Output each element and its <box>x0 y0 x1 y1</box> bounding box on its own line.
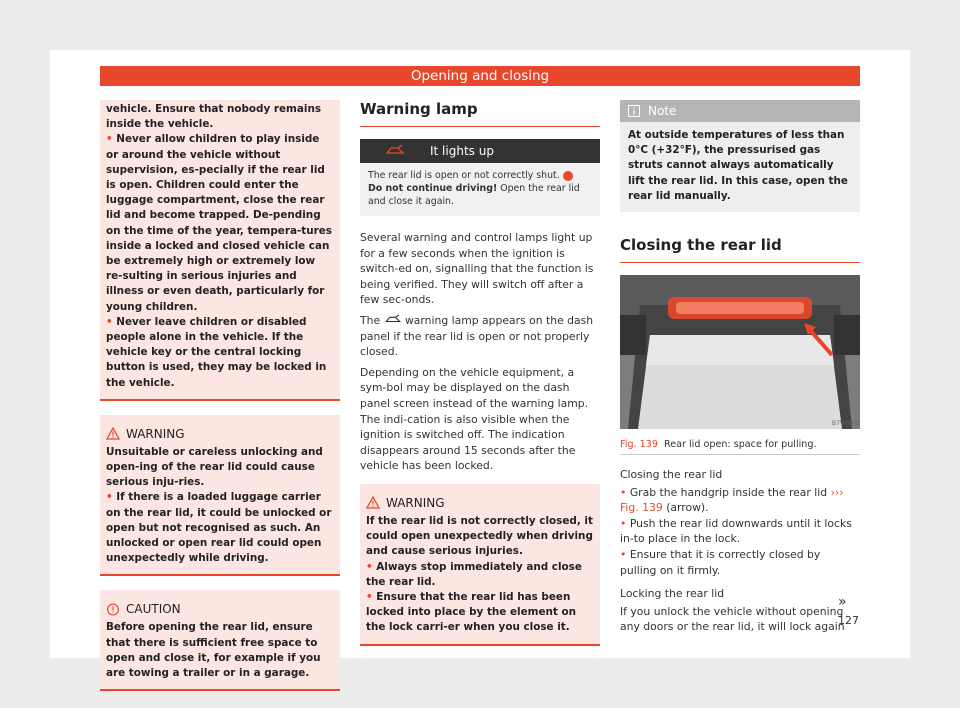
paragraph: Several warning and control lamps light up for a few seconds when the ignition is switch-ed on, signalling that the function is being verified. They will switch off after a few sec-onds. <box>360 231 594 307</box>
section-title-closing: Closing the rear lid <box>620 236 860 263</box>
lights-up-bar <box>360 139 600 163</box>
figure-caption: Fig. 139 Rear lid open: space for pulling. <box>620 439 860 455</box>
warning-text: Unsuitable or careless unlocking and open-ing of the rear lid could cause serious inju-ries. <box>106 445 323 489</box>
caution-header <box>106 596 334 620</box>
column-1 <box>100 100 340 691</box>
stop-icon <box>563 171 573 181</box>
warning-continued-box <box>100 100 340 401</box>
figure-code: B7V-0925 <box>832 420 860 428</box>
note-header <box>620 100 860 122</box>
warning-title: WARNING <box>126 426 185 441</box>
paragraph: If you unlock the vehicle without opening any doors or the rear lid, it will lock again <box>620 604 845 634</box>
lights-up-label: It lights up <box>430 144 494 158</box>
caution-circle-icon <box>106 603 120 616</box>
caution-box <box>100 590 340 691</box>
warning-title: WARNING <box>386 495 445 510</box>
rear-lid-open-icon <box>360 144 430 159</box>
warning-text: If the rear lid is not correctly closed, it could open unexpectedly when driving and cause serious injuries. <box>366 514 593 558</box>
warning-triangle-icon <box>366 496 380 509</box>
caution-text: Before opening the rear lid, ensure that there is sufficient free space to open and close it, for example if you are towing a trailer or in a garage. <box>106 621 321 680</box>
warning-header <box>106 421 334 445</box>
rear-lid-photo <box>620 275 860 429</box>
caution-title: CAUTION <box>126 602 181 617</box>
body-text <box>620 467 860 635</box>
continue-chevron: » <box>838 594 847 610</box>
paragraph: The warning lamp appears on the dash panel if the rear lid is open or not properly closed. <box>360 313 594 359</box>
list-item: • Push the rear lid downwards until it locks in-to place in the lock. <box>620 516 852 546</box>
warning-cont-text: vehicle. Ensure that nobody remains inside the vehicle. <box>106 103 322 131</box>
lights-up-box <box>360 139 600 216</box>
warning-bullet: • Always stop immediately and close the rear lid. <box>366 560 582 588</box>
rear-lid-open-icon <box>384 314 402 324</box>
chapter-header: Opening and closing <box>100 66 860 86</box>
paragraph: Depending on the vehicle equipment, a sym-bol may be displayed on the dash panel screen instead of the warning lamp. The indi-cation is also visible when the ignition is switched off. The indication disappears around 15 seconds after the vehicle has been locked. <box>360 365 589 473</box>
warning-cont-bullet: • Never leave children or disabled people alone in the vehicle. If the vehicle key or the central locking button is used, they may be locked in the vehicle. <box>106 315 327 389</box>
column-3 <box>620 100 860 640</box>
note-box <box>620 100 860 212</box>
subheading: Locking the rear lid <box>620 587 725 601</box>
warning-bullet: • Ensure that the rear lid has been locked into place by the element on the lock carri-er when you close it. <box>366 590 577 634</box>
note-text: At outside temperatures of less than 0°C (+32°F), the pressurised gas struts cannot always automatically lift the rear lid. In this case, open the rear lid manually. <box>628 129 848 202</box>
warning-header <box>366 490 594 514</box>
warning-cont-bullet: • Never allow children to play inside or around the vehicle without supervision, es-pecially if the rear lid is open. Children could enter the luggage compartment, close the rear lid and become trapped. De-pending on the time of the year, tempera-tures inside a locked and closed vehicle can be extremely high or extremely low re-sulting in serious injuries and illness or even death, particularly for young children. <box>106 133 332 313</box>
list-item: • Ensure that it is correctly closed by pulling on it firmly. <box>620 547 821 577</box>
body-text <box>360 230 600 474</box>
warning-box <box>100 415 340 577</box>
figure-139 <box>620 275 860 455</box>
warning-triangle-icon <box>106 427 120 440</box>
column-2 <box>360 100 600 646</box>
lights-up-text: The rear lid is open or not correctly shut. Do not continue driving! Open the rear lid and close it again. <box>368 170 580 207</box>
warning-bullet: • If there is a loaded luggage carrier on the rear lid, it could be unlocked or open but not recognised as such. An unlocked or open rear lid could open unexpectedly while driving. <box>106 491 332 565</box>
warning-box <box>360 484 600 646</box>
page-number: 127 <box>838 614 859 627</box>
section-title-warning-lamp: Warning lamp <box>360 100 600 127</box>
subheading: Closing the rear lid <box>620 468 723 482</box>
list-item: • Grab the handgrip inside the rear lid ››› Fig. 139 (arrow). <box>620 485 844 515</box>
info-icon <box>628 105 640 117</box>
note-title: Note <box>648 104 677 118</box>
